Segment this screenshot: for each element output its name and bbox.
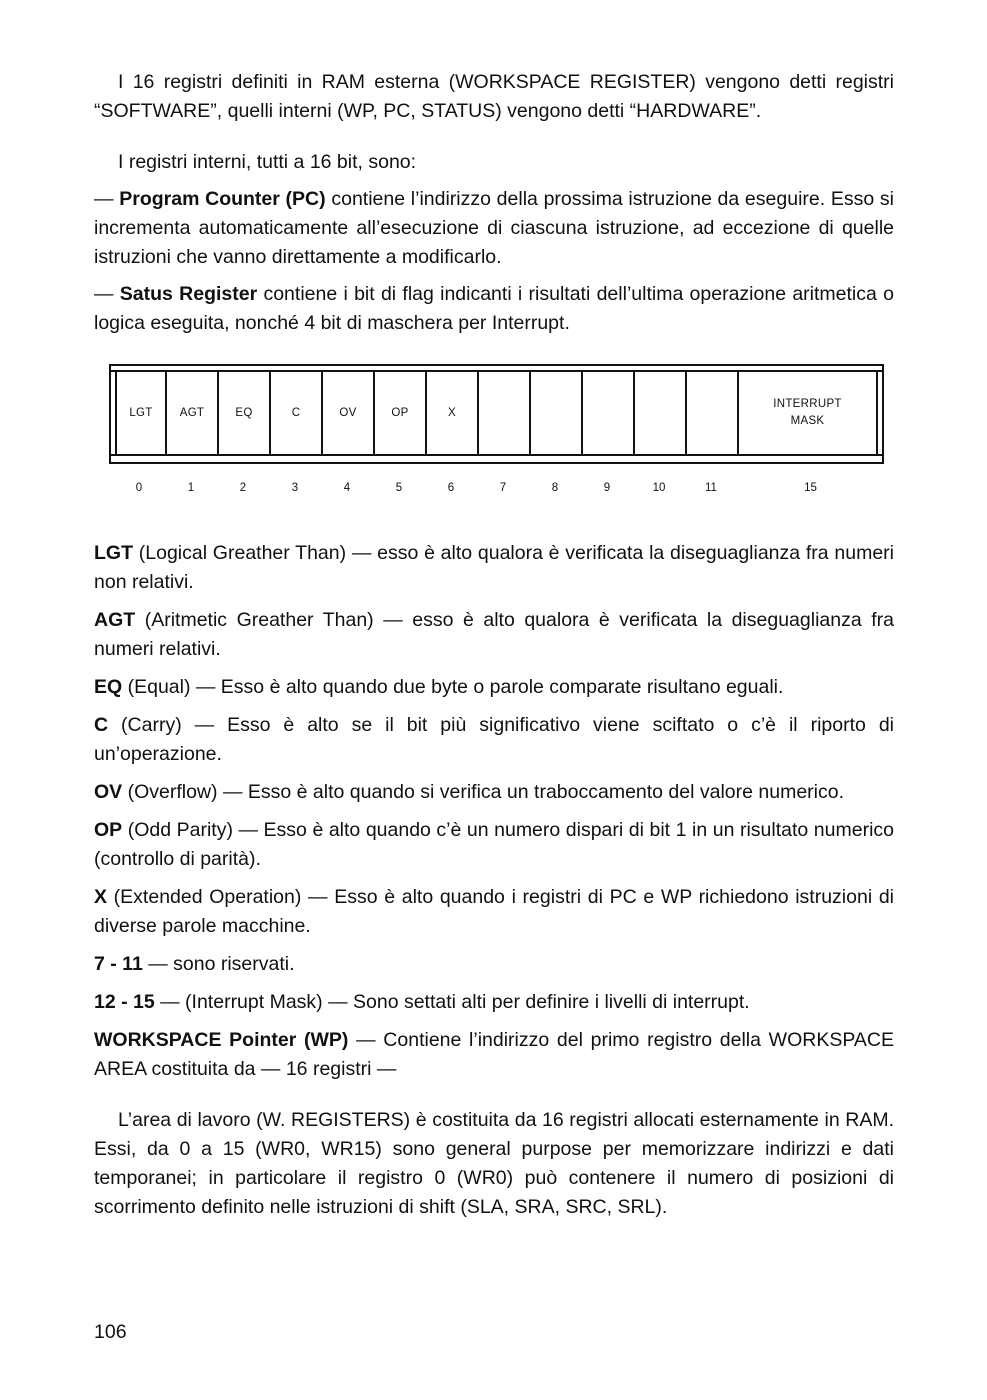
- register-cell: AGT: [167, 372, 219, 454]
- definition-text: — Contiene l’indirizzo del primo registro della WORKSPACE AREA costituita da — 16 registri —: [94, 1029, 894, 1080]
- definition-interrupt-mask: [94, 988, 894, 1017]
- bit-number: 9: [603, 482, 611, 494]
- definition-text: (Logical Greather Than) — esso è alto qualora è verificata la diseguaglianza fra numeri non relativi.: [94, 542, 894, 593]
- register-cell: [479, 372, 531, 454]
- bit-number: 1: [187, 482, 195, 494]
- bit-number: 2: [239, 482, 247, 494]
- definition-c: [94, 711, 894, 769]
- bit-number: 4: [343, 482, 351, 494]
- definition-text: (Extended Operation) — Esso è alto quando i registri di PC e WP richiedono istruzioni di diverse parole macchine.: [94, 886, 894, 937]
- register-cell: [583, 372, 635, 454]
- register-cell: [531, 372, 583, 454]
- flag-definitions: [94, 539, 894, 1084]
- bit-number: 11: [705, 482, 717, 494]
- definition-workspace-pointer: [94, 1026, 894, 1084]
- definition-text: (Equal) — Esso è alto quando due byte o parole comparate risultano eguali.: [122, 676, 784, 698]
- definition-eq: [94, 673, 894, 702]
- definition-text: (Carry) — Esso è alto se il bit più significativo viene sciftato o c’è il riporto di un’operazione.: [94, 714, 894, 765]
- status-text: contiene i bit di flag indicanti i risultati dell’ultima operazione aritmetica o logica eseguita, nonché 4 bit di maschera per Interrupt.: [94, 283, 894, 334]
- register-cell: EQ: [219, 372, 271, 454]
- pc-paragraph: [94, 185, 894, 272]
- mask-label-line-2: MASK: [790, 415, 825, 427]
- definition-term: WORKSPACE Pointer (WP): [94, 1029, 349, 1051]
- register-cells: [111, 370, 882, 456]
- definition-term: OV: [94, 781, 123, 803]
- register-cell: OP: [375, 372, 427, 454]
- mask-label-line-1: INTERRUPT: [773, 398, 842, 410]
- pc-term: Program Counter (PC): [119, 188, 326, 210]
- definition-term: LGT: [94, 542, 133, 564]
- definition-term: OP: [94, 819, 123, 841]
- definition-term: X: [94, 886, 108, 908]
- page-body: [94, 68, 894, 1222]
- status-term: Satus Register: [119, 283, 258, 305]
- definition-reserved: [94, 950, 894, 979]
- page-number: 106: [94, 1321, 127, 1343]
- pc-text: contiene l’indirizzo della prossima istruzione da eseguire. Esso si incrementa automaticamente all’esecuzione di ciascuna istruzione, ad eccezione di quelle istruzioni che vanno direttamente a modificarlo.: [94, 188, 894, 268]
- interrupt-mask-cell: [739, 372, 878, 454]
- register-frame: [109, 364, 884, 464]
- bit-number: 10: [652, 482, 666, 494]
- register-cell: LGT: [115, 372, 167, 454]
- register-cell: X: [427, 372, 479, 454]
- status-dash: —: [94, 283, 120, 305]
- status-register-diagram: [109, 364, 884, 503]
- register-cell: [687, 372, 739, 454]
- definition-term: EQ: [94, 676, 123, 698]
- definition-term: 12 - 15: [94, 991, 155, 1013]
- register-cell: OV: [323, 372, 375, 454]
- bit-number: 3: [291, 482, 299, 494]
- definition-text: — sono riservati.: [142, 953, 295, 975]
- definition-text: (Aritmetic Greather Than) — esso è alto qualora è verificata la diseguaglianza fra numeri relativi.: [94, 609, 894, 660]
- status-paragraph: [94, 280, 894, 338]
- definition-agt: [94, 606, 894, 664]
- bit-number: 8: [551, 482, 559, 494]
- intro-paragraph-1: I 16 registri definiti in RAM esterna (WORKSPACE REGISTER) vengono detti registri “SOFTWARE”, quelli interni (WP, PC, STATUS) vengono detti “HARDWARE”.: [94, 71, 894, 122]
- intro-paragraph-2: I registri interni, tutti a 16 bit, sono:: [118, 151, 417, 173]
- bit-number-15: 15: [804, 482, 817, 494]
- definition-text: (Odd Parity) — Esso è alto quando c’è un numero dispari di bit 1 in un risultato numerico (controllo di parità).: [94, 819, 894, 870]
- definition-op: [94, 816, 894, 874]
- definition-ov: [94, 778, 894, 807]
- definition-term: C: [94, 714, 109, 736]
- bit-number: 5: [395, 482, 403, 494]
- pc-dash: —: [94, 188, 120, 210]
- definition-term: AGT: [94, 609, 136, 631]
- register-cell: C: [271, 372, 323, 454]
- definition-term: 7 - 11: [94, 953, 143, 975]
- bit-numbers: [109, 474, 884, 503]
- bit-number: 6: [447, 482, 455, 494]
- definition-lgt: [94, 539, 894, 597]
- closing-paragraph: L’area di lavoro (W. REGISTERS) è costituita da 16 registri allocati esternamente in RAM. Essi, da 0 a 15 (WR0, WR15) sono general purpose per memorizzare indirizzi e dati temporanei; in particolare il registro 0 (WR0) può contenere il numero di posizioni di scorrimento definito nelle istruzioni di shift (SLA, SRA, SRC, SRL).: [94, 1109, 894, 1218]
- register-cell: [635, 372, 687, 454]
- bit-number: 0: [135, 482, 143, 494]
- definition-x: [94, 883, 894, 941]
- definition-text: (Overflow) — Esso è alto quando si verifica un traboccamento del valore numerico.: [122, 781, 845, 803]
- definition-text: — (Interrupt Mask) — Sono settati alti per definire i livelli di interrupt.: [154, 991, 750, 1013]
- bit-number: 7: [499, 482, 507, 494]
